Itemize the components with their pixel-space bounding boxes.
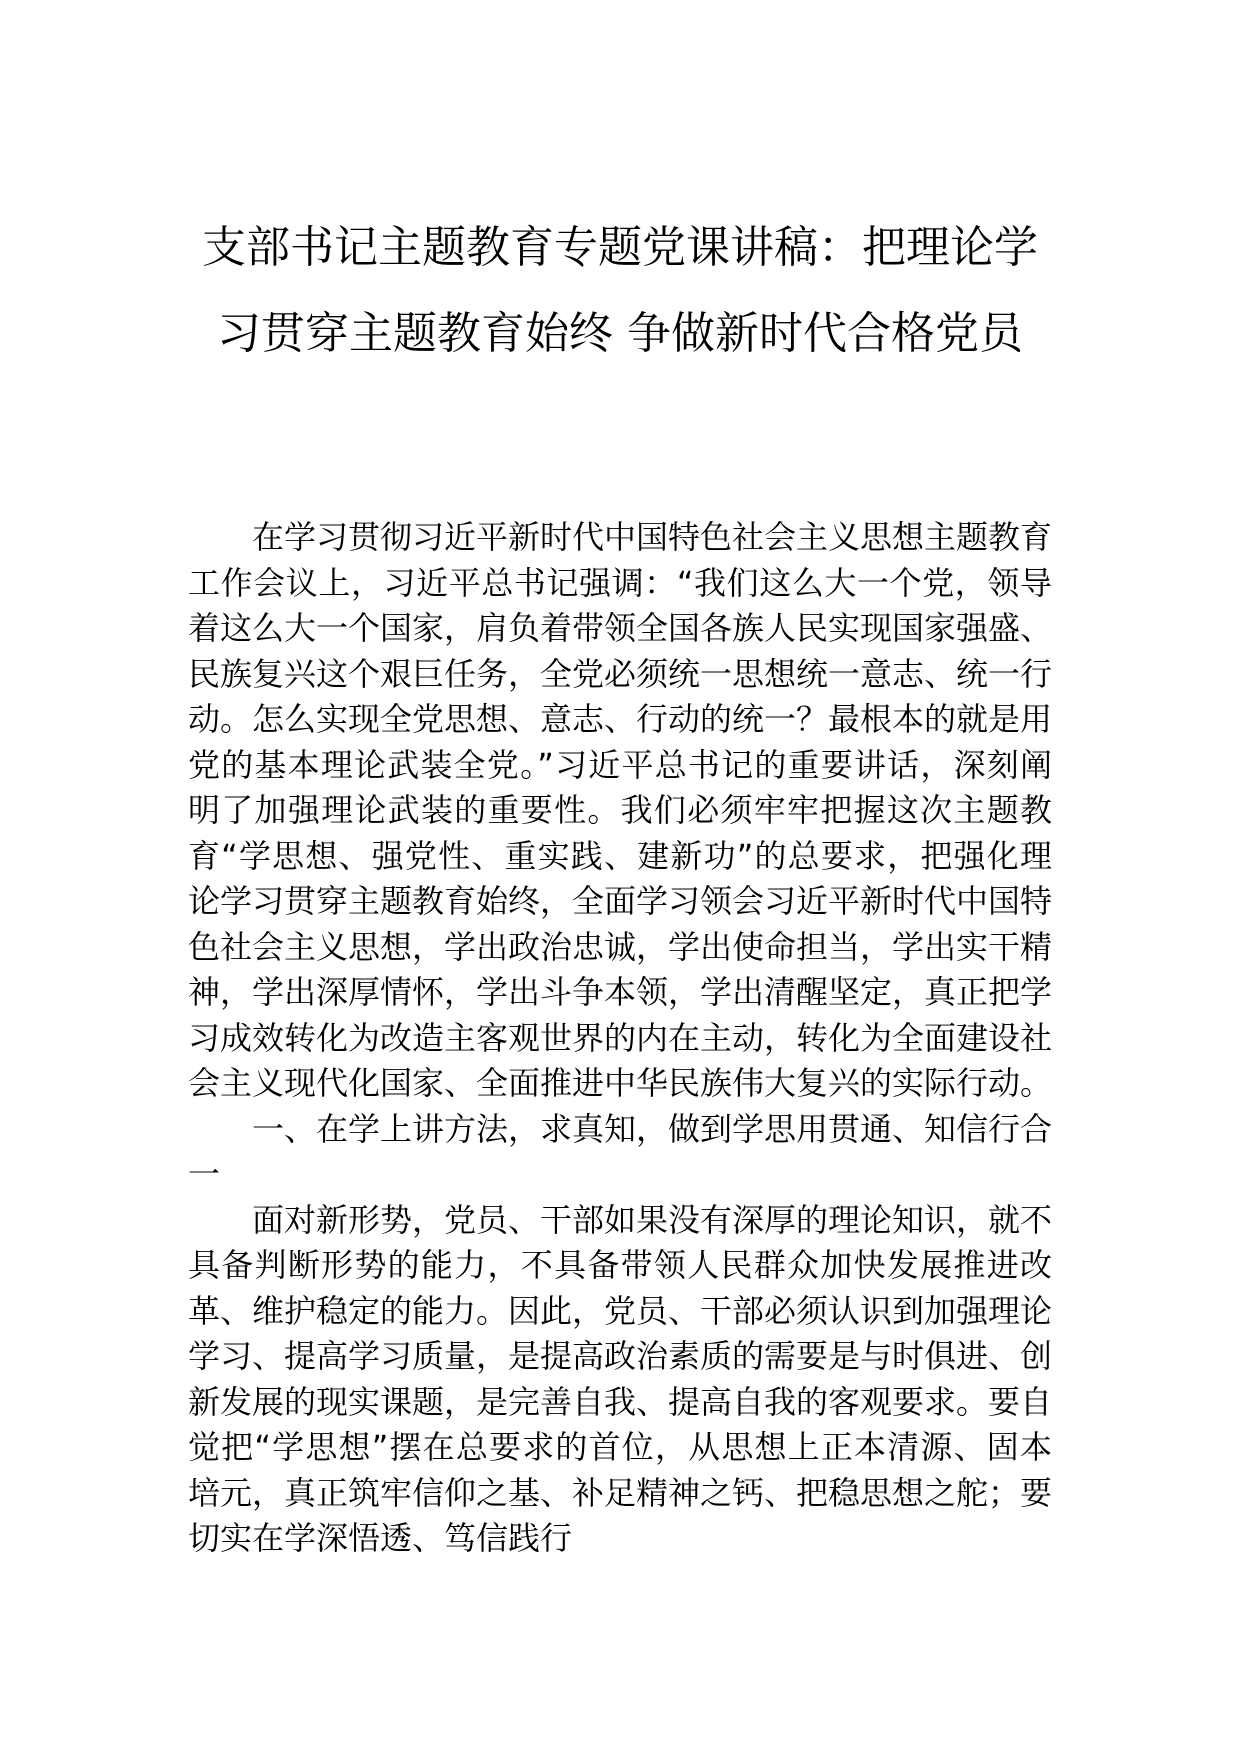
document-body [188, 515, 1052, 1562]
section-heading-1: 一、在学上讲方法，求真知，做到学思用贯通、知信行合一 [188, 1109, 1053, 1193]
paragraph-section-1: 面对新形势，党员、干部如果没有深厚的理论知识，就不具备判断形势的能力，不具备带领人民群众加快发展推进改革、维护稳定的能力。因此，党员、干部必须认识到加强理论学习、提高学习质量，是提高政治素质的需要是与时俱进、创新发展的现实课题，是完善自我、提高自我的客观要求。要自觉把“学思想”摆在总要求的首位，从思想上正本清源、固本培元，真正筑牢信仰之基、补足精神之钙、把稳思想之舵；要切实在学深悟透、笃信践行 [188, 1200, 1053, 1557]
paragraph-intro: 在学习贯彻习近平新时代中国特色社会主义思想主题教育工作会议上，习近平总书记强调：“我们这么大一个党，领导着这么大一个国家，肩负着带领全国各族人民实现国家强盛、民族复兴这个艰巨任务，全党必须统一思想统一意志、统一行动。怎么实现全党思想、意志、行动的统一？最根本的就是用党的基本理论武装全党。”习近平总书记的重要讲话，深刻阐明了加强理论武装的重要性。我们必须牢牢把握这次主题教育“学思想、强党性、重实践、建新功”的总要求，把强化理论学习贯穿主题教育始终，全面学习领会习近平新时代中国特色社会主义思想，学出政治忠诚，学出使命担当，学出实干精神，学出深厚情怀，学出斗争本领，学出清醒坚定，真正把学习成效转化为改造主客观世界的内在主动，转化为全面建设社会主义现代化国家、全面推进中华民族伟大复兴的实际行动。 [188, 518, 1053, 1102]
document-title: 支部书记主题教育专题党课讲稿：把理论学习贯穿主题教育始终 争做新时代合格党员 [202, 222, 1038, 359]
